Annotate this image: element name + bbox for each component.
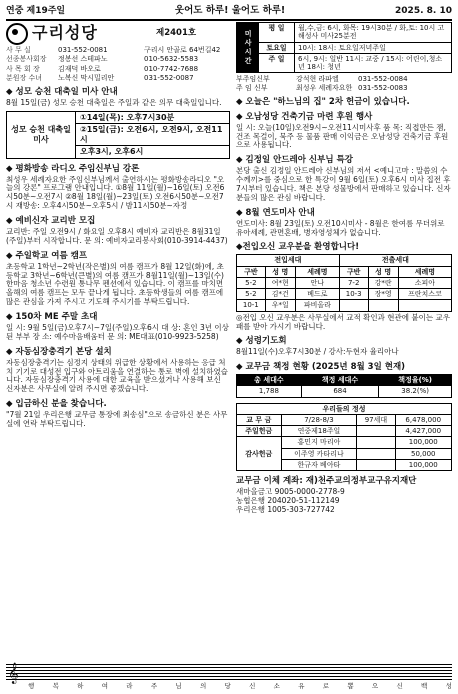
table-cell: 우*일 — [265, 300, 295, 311]
lyric-syllable: 성 — [445, 682, 452, 690]
table-cell: 4,427,000 — [395, 426, 452, 437]
top-banner — [6, 4, 452, 18]
table-cell: 소피아 — [398, 277, 451, 288]
table-cell: 100,000 — [395, 459, 452, 470]
table-cell: 5-2 — [237, 277, 266, 288]
table-cell — [398, 300, 451, 311]
section-body: 연도미사: 8월 23일(토) 오전10시미사 - 8월은 한여름 무더위로 유아세례, 관면혼배, 병자영성체가 없습니다. — [236, 218, 445, 237]
table-cell: 한규자 베아타 — [281, 459, 357, 470]
staff-lines — [6, 667, 452, 681]
section-summer-camp — [6, 251, 230, 307]
mass-day: 토요일 — [259, 43, 295, 54]
lyric-syllable: 으 — [371, 682, 379, 690]
table-row — [237, 277, 452, 288]
section-tithe-status — [236, 362, 452, 398]
column-header: 성 명 — [265, 266, 295, 277]
mass-times: 월,수,금: 6시, 화목: 19시30분 / 화,토: 10시 고해성사 미사25분전 — [295, 23, 451, 43]
section-title: ◆ 오늘은 "하느님의 집" 2차 헌금이 있습니다. — [236, 96, 410, 107]
mass-times: 10시: 18시: 토요일저녁주일 — [295, 43, 451, 54]
table-cell: 7/28-8/3 — [281, 414, 357, 425]
contact-value: 김재덕 바오로 — [58, 64, 101, 73]
motto: 웃어도 하루! 울어도 하루! — [174, 5, 286, 17]
contact-extra: 010-7742-7688 — [144, 64, 199, 73]
table-cell — [357, 437, 395, 448]
column-header: 세례명 — [398, 266, 451, 277]
table-cell — [357, 459, 395, 470]
section-prayer-meeting — [236, 336, 452, 357]
section-title: ◆ 자동심장충격기 본당 설치 — [6, 346, 112, 357]
section-onam-fundraiser — [236, 112, 452, 151]
mass-day: 주 일 — [259, 54, 295, 73]
table-cell: 1,788 — [237, 386, 302, 397]
lyric-syllable: 행 — [28, 682, 35, 690]
tithe-table — [236, 374, 452, 398]
contact-extra: 031-552-0087 — [144, 73, 194, 82]
clergy-name: 강석현 라파엘 — [296, 75, 339, 84]
table-cell: 연중제18주일 — [281, 426, 357, 437]
table-header: 전출세대 — [339, 255, 451, 266]
table-row — [237, 289, 452, 300]
transfer-table — [236, 254, 452, 311]
table-cell: 684 — [301, 386, 378, 397]
section-title: ◆ 교무금 책정 현황 (2025년 8월 3일 현재) — [236, 362, 406, 373]
section-title: ◆ 오남성당 건축기금 마련 후원 행사 — [236, 111, 373, 122]
offering-table — [236, 403, 452, 472]
contact-extra: 구리시 안골로 64번길42 — [144, 46, 221, 54]
clergy-phone: 031-552-0083 — [358, 83, 408, 92]
mass-day: 평 일 — [259, 23, 295, 43]
table-cell — [368, 300, 398, 311]
lyric-syllable: 신 — [396, 682, 403, 690]
section-lecture — [236, 155, 452, 202]
section-accounts — [236, 476, 452, 515]
lyric-syllable: 뽑 — [347, 682, 354, 690]
table-cell: 장*영 — [368, 289, 398, 300]
section-transfer — [236, 242, 452, 331]
table-cell: 강*란 — [368, 277, 398, 288]
section-offering — [236, 403, 452, 472]
section-body: 8월 15일(금) 성모 승천 대축일은 주일과 같은 의무 대축일입니다. — [6, 98, 222, 108]
lyric-syllable: 로 — [322, 682, 330, 690]
lyric-syllable: 소 — [273, 682, 280, 690]
lyric-syllable: 의 — [199, 682, 207, 690]
table-cell: 베드로 — [295, 289, 339, 300]
section-title: ◆ 입금하신 분을 찾습니다. — [6, 399, 107, 410]
column-header: 구반 — [237, 266, 266, 277]
section-memorial-mass — [236, 208, 452, 238]
table-cell: 주일헌금 — [237, 426, 282, 437]
schedule-line: ②15일(금): 오전6시, 오전9시, 오전11시 — [76, 124, 229, 146]
section-title: ◆ 평화방송 라디오 주임신부님 강론 — [6, 163, 140, 174]
account-line: 농협은행 204020-51-112149 — [236, 496, 340, 506]
box-label: 성모 승천 대축일 미사 — [7, 112, 76, 158]
table-row — [237, 437, 452, 448]
issue-number: 제2401호 — [156, 28, 197, 38]
table-cell: 파비올라 — [295, 300, 339, 311]
section-body: 최성우 세례자요한 주임신부님께서 출연하시는 평화방송라디오 "오늘의 강론" 프로그램 안내입니다. ①8월 11일(월)~16일(토) 오전6시50분~오전7시 ②8월 18일(월)~23일(토) 오전6시50분~오전7시 재방송: 오후4시50분~오후5시 / 밤11시50분~자정 — [6, 174, 225, 211]
table-cell: 50,000 — [395, 448, 452, 459]
lyric-syllable: 유 — [298, 682, 305, 690]
section-title: ◆ 8월 연도미사 안내 — [236, 207, 315, 218]
table-cell — [357, 426, 395, 437]
lyric-syllable: 주 — [150, 682, 158, 690]
section-title: ◆ 김정일 안드레아 신부님 특강 — [236, 155, 353, 166]
column-header: 총 세대수 — [237, 375, 302, 386]
clergy-info — [236, 75, 452, 92]
table-cell — [339, 300, 368, 311]
section-title: ◆ 주일학교 여름 캠프 — [6, 250, 88, 261]
table-cell: 교 무 금 — [237, 414, 282, 425]
church-name: 구리성당 — [32, 24, 98, 42]
lyrics-line — [28, 683, 452, 691]
right-column — [236, 22, 452, 515]
section-title: ◆ 예비신자 교리반 모집 — [6, 216, 96, 226]
section-second-collection — [236, 97, 452, 107]
section-catechumen — [6, 216, 230, 246]
section-title: ◆전입오신 교우분을 환영합니다! — [236, 242, 360, 253]
section-body: 일 시: 9월 5일(금)오후7시~7일(주일)오후6시 대 상: 혼인 3년 이상된 부부 장 소: 예수마음배움터 문 의: ME대표(010-9923-5258) — [6, 322, 229, 341]
section-body: 교리반: 주일 오전9시 / 화요일 오후8시 예비자 교리반은 8월31일(주일)부터 시작합니다. 문 의: 예비자교리봉사회(010-3914-4437) — [6, 227, 228, 245]
contact-value: 정봉선 스테파노 — [58, 55, 108, 64]
contact-info — [6, 46, 230, 82]
section-title: ◆ 성령기도회 — [236, 336, 287, 347]
table-title: 우리들의 정성 — [237, 403, 452, 414]
section-aed — [6, 347, 230, 394]
table-header: 전입세대 — [237, 255, 340, 266]
assumption-schedule-box — [6, 111, 230, 159]
table-cell: 100,000 — [395, 437, 452, 448]
table-cell: 10-1 — [237, 300, 266, 311]
table-cell: 10-3 — [339, 289, 368, 300]
transfer-note: ◎전입 오신 교우분은 사무실에서 교적 확인과 현관에 붙이는 교우패를 받아 가시기 바랍니다. — [236, 312, 450, 331]
lyric-syllable: 님 — [175, 682, 182, 690]
table-cell: 97세대 — [357, 414, 395, 425]
lyric-syllable: 신 — [249, 682, 256, 690]
table-cell: 여*현 — [265, 277, 295, 288]
schedule-line: 오후3시, 오후6시 — [80, 147, 144, 157]
contact-label: 사 목 회 장 — [6, 64, 40, 73]
account-line: 우리은행 1005-303-727742 — [236, 504, 335, 514]
church-logo — [6, 22, 230, 46]
header-divider — [6, 19, 452, 21]
table-cell: 7-2 — [339, 277, 368, 288]
clergy-name: 최성우 세례자요한 — [296, 83, 353, 92]
section-me-weekend — [6, 312, 230, 342]
schedule-line: ①14일(목): 오후7시30분 — [76, 112, 229, 124]
lyric-syllable: 복 — [52, 682, 59, 690]
section-body: "7월 21일 우리은행 교무금 통장에 최송심"으로 송금하신 분은 사무실에 연락 부탁드립니다. — [6, 410, 228, 428]
table-row — [237, 300, 452, 311]
section-title: 교무금 이체 계좌: 재)천주교의정부교구유지재단 — [236, 476, 417, 487]
column-header: 책정 세대수 — [301, 375, 378, 386]
contact-label: 사 무 실 — [6, 46, 31, 54]
table-cell: 안나 — [295, 277, 339, 288]
section-assumption — [6, 87, 230, 159]
table-cell: 프란치스코 — [398, 289, 451, 300]
left-column — [6, 22, 230, 429]
section-body: 본당 출신 김정일 안드레아 신부님의 저서 <예니고마 : 말씀의 수수께끼>를 중심으로 한 특강이 9월 6일(토) 오후6시 미사 집전 후 7시부터 있습니다. 책은 본당 성물방에서 판매하고 있습니다. 신자분들의 많은 관심 바랍니다. — [236, 166, 451, 202]
contact-extra: 010-5632-5583 — [144, 55, 199, 64]
mass-times: 6시, 9시: 일반 11시: 교중 / 15시: 어린이,청소년 18시: 청년 — [298, 54, 443, 71]
table-cell: 이주영 카타리나 — [281, 448, 357, 459]
treble-clef-icon: 𝄞 — [8, 663, 19, 684]
contact-value: 노복신 막시밀리안 — [58, 73, 115, 82]
table-row — [237, 414, 452, 425]
clergy-phone: 031-552-0084 — [358, 75, 408, 84]
clergy-role: 주 임 신부 — [236, 83, 268, 92]
account-line: 새마을금고 9005-0000-2778-9 — [236, 487, 345, 497]
table-cell — [357, 448, 395, 459]
lyric-syllable: 백 — [421, 682, 428, 690]
bulletin-date: 2025. 8. 10 — [395, 5, 452, 16]
section-body: 8월11일(수)오후7시30분 / 강사:두현자 율리아나 — [236, 347, 399, 357]
table-cell: 감사헌금 — [237, 437, 282, 471]
table-cell: 홍민지 마리아 — [281, 437, 357, 448]
mass-schedule — [236, 22, 452, 73]
contact-value: 031-552-0081 — [58, 46, 108, 54]
contact-label: 분원장 수녀 — [6, 73, 43, 82]
column-header: 세례명 — [295, 266, 339, 277]
church-emblem-icon — [6, 23, 28, 45]
table-cell: 38.2(%) — [379, 386, 452, 397]
table-cell: 김*건 — [265, 289, 295, 300]
mass-label: 미사시간 — [237, 23, 259, 72]
section-title: ◆ 150차 ME 주말 초대 — [6, 311, 98, 322]
column-header: 성 명 — [368, 266, 398, 277]
music-staff — [6, 664, 452, 693]
lyric-syllable: 라 — [126, 682, 133, 690]
column-header: 구반 — [339, 266, 368, 277]
clergy-role: 부주임신부 — [236, 75, 270, 84]
column-header: 책정율(%) — [379, 375, 452, 386]
lyric-syllable: 하 — [77, 682, 84, 690]
section-body: 초등학교 1학년~2학년(작은별)의 여름 캠프가 8월 12일(화)에, 초등학교 3학년~6학년(큰별)의 여름 캠프가 8월11일(월)~13일(수) 한마음 청소년 수련원 통나무 펜션에서 있습니다. 이 캠프를 마치면 올해의 여름 캠프는 모두 끝나게 됩니다. 초등학생들의 여름 캠프에 많은 관심을 가져 주시고 기도해 주시기를 부탁드립니다. — [6, 261, 224, 307]
section-body: 자동심장충격기는 심정지 상태의 위급한 상황에서 사용하는 응급 처치 기기로 대성전 입구와 아트리움을 연결하는 통로 벽에 설치하였습니다. 자동심장충격기 사용에 대한 교육을 받으셨거나 사용해 보신 신자분은 사무실에 알려 주시면 좋겠습니다. — [6, 357, 228, 394]
lyric-syllable: 여 — [101, 682, 108, 690]
section-radio — [6, 164, 230, 211]
table-row — [237, 386, 452, 397]
table-cell: 6,478,000 — [395, 414, 452, 425]
liturgical-week: 연중 제19주일 — [6, 5, 66, 16]
lyric-syllable: 당 — [224, 682, 231, 690]
table-row — [237, 426, 452, 437]
contact-label: 선종봉사회장 — [6, 55, 47, 64]
section-title: ◆ 성모 승천 대축일 미사 안내 — [6, 87, 118, 97]
table-cell: 5-2 — [237, 289, 266, 300]
section-body: 일 시: 오늘(10일)오전9시~오전11시미사후 품 목: 직접만든 잼, 건조 목걸이, 묵주 등 물품 판매 이익금은 오남성당 건축기금 후원으로 사용됩니다. — [236, 122, 449, 150]
section-deposit — [6, 399, 230, 429]
